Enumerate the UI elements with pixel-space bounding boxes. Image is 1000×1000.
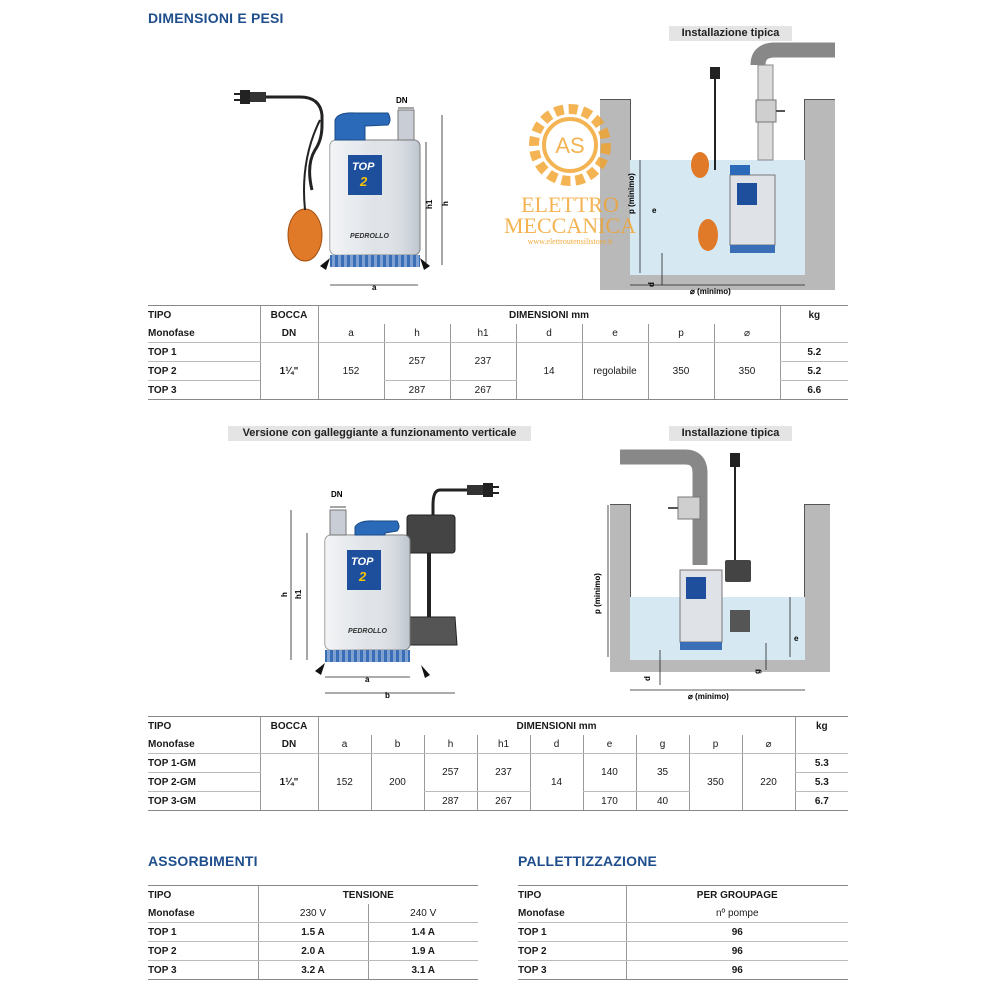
th-col-a-2: a	[318, 735, 371, 754]
row-kg: 6.7	[795, 792, 848, 811]
section-title-palletizing: PALLETTIZZAZIONE	[518, 853, 658, 869]
row-tipo: TOP 3	[148, 381, 260, 400]
cell-h-top-2: 257	[424, 754, 477, 792]
row-tipo: TOP 2-GM	[148, 773, 260, 792]
th-dn-2: DN	[260, 735, 318, 754]
dim-h1-2: h1	[294, 589, 303, 599]
table-row	[148, 754, 848, 773]
dim-e-2: e	[794, 634, 799, 643]
absorption-table	[148, 885, 478, 980]
pump-drawing-1	[230, 80, 470, 295]
pal-row-n: 96	[626, 961, 848, 980]
th-dn: DN	[260, 324, 318, 343]
table-row	[518, 961, 848, 980]
th-mono-2: Monofase	[148, 735, 260, 754]
abs-row-tipo: TOP 2	[148, 942, 258, 961]
th-pal-pompe: nº pompe	[626, 904, 848, 923]
row-tipo: TOP 1-GM	[148, 754, 260, 773]
dimensions-table-2	[148, 716, 848, 811]
cell-h-bottom: 287	[384, 381, 450, 400]
th-kg-2: kg	[795, 717, 848, 736]
install-drawing-2	[590, 445, 840, 710]
th-col-h-2: h	[424, 735, 477, 754]
dim-h: h	[441, 201, 450, 206]
cell-h-bottom-2: 287	[424, 792, 477, 811]
dim-g-2: g	[753, 669, 762, 674]
cell-h1-bottom-2: 267	[477, 792, 530, 811]
dim-b-2: b	[385, 691, 390, 700]
install-label-1: Installazione tipica	[669, 26, 792, 41]
cell-dn-2: 1¼"	[260, 754, 318, 811]
cell-dn: 1¼"	[260, 343, 318, 400]
cell-h1-top-2: 237	[477, 754, 530, 792]
th-dim: DIMENSIONI mm	[318, 306, 780, 325]
dim-d-1: d	[647, 282, 656, 287]
row-tipo: TOP 2	[148, 362, 260, 381]
palletizing-table	[518, 885, 848, 980]
th-pal-mono: Monofase	[518, 904, 626, 923]
cell-e-top-2: 140	[583, 754, 636, 792]
watermark-line1: ELETTRO	[521, 192, 619, 217]
section-title-dimensions: DIMENSIONI E PESI	[148, 10, 284, 26]
dim-p-1: p (minimo)	[627, 173, 636, 214]
row-kg: 5.3	[795, 773, 848, 792]
watermark	[495, 95, 645, 255]
dim-h-2: h	[280, 592, 289, 597]
dim-d-2: d	[643, 676, 652, 681]
cell-a: 152	[318, 343, 384, 400]
th-col-dia-2: ⌀	[742, 735, 795, 754]
pal-row-tipo: TOP 1	[518, 923, 626, 942]
row-kg: 5.2	[780, 362, 848, 381]
abs-row-240: 1.4 A	[368, 923, 478, 942]
table-row	[518, 923, 848, 942]
abs-row-240: 3.1 A	[368, 961, 478, 980]
table-row	[518, 942, 848, 961]
th-col-p-2: p	[689, 735, 742, 754]
table-row	[148, 942, 478, 961]
abs-row-230: 2.0 A	[258, 942, 368, 961]
dim-dn: DN	[396, 96, 408, 105]
th-abs-240: 240 V	[368, 904, 478, 923]
cell-h1-bottom: 267	[450, 381, 516, 400]
gear-icon	[520, 95, 620, 195]
abs-row-230: 1.5 A	[258, 923, 368, 942]
pedrollo-logo: PEDROLLO	[350, 233, 389, 240]
table-row	[148, 923, 478, 942]
dim-h1: h1	[425, 199, 434, 209]
th-col-b-2: b	[371, 735, 424, 754]
pal-row-n: 96	[626, 923, 848, 942]
abs-row-230: 3.2 A	[258, 961, 368, 980]
section-title-absorption: ASSORBIMENTI	[148, 853, 258, 869]
cell-a-2: 152	[318, 754, 371, 811]
model-number-2: 2	[359, 569, 367, 584]
abs-row-tipo: TOP 1	[148, 923, 258, 942]
th-dim-2: DIMENSIONI mm	[318, 717, 795, 736]
pump-drawing-2	[280, 475, 515, 700]
cell-h-top: 257	[384, 343, 450, 381]
th-abs-tensione: TENSIONE	[258, 886, 478, 905]
dimensions-table-1	[148, 305, 848, 400]
row-tipo: TOP 3-GM	[148, 792, 260, 811]
th-abs-tipo: TIPO	[148, 886, 258, 905]
cell-p: 350	[648, 343, 714, 400]
abs-row-240: 1.9 A	[368, 942, 478, 961]
pedrollo-logo-2: PEDROLLO	[348, 628, 387, 635]
dim-p-2: p (minimo)	[593, 573, 602, 614]
watermark-initials: AS	[555, 133, 585, 158]
cell-g-top-2: 35	[636, 754, 689, 792]
dim-min-1: ⌀ (minimo)	[690, 287, 731, 296]
th-tipo: TIPO	[148, 306, 260, 325]
brand-label: TOP	[352, 161, 375, 173]
abs-row-tipo: TOP 3	[148, 961, 258, 980]
version-label: Versione con galleggiante a funzionamento verticale	[228, 426, 531, 441]
dim-dn-2: DN	[331, 490, 343, 499]
install-label-2: Installazione tipica	[669, 426, 792, 441]
model-number: 2	[360, 174, 368, 189]
table-row	[148, 343, 848, 362]
cell-d-2: 14	[530, 754, 583, 811]
th-col-a: a	[318, 324, 384, 343]
th-col-h: h	[384, 324, 450, 343]
dim-a-2: a	[365, 675, 370, 684]
cell-p-2: 350	[689, 754, 742, 811]
row-tipo: TOP 1	[148, 343, 260, 362]
dim-e-1: e	[652, 206, 657, 215]
pal-row-tipo: TOP 3	[518, 961, 626, 980]
watermark-url: www.elettroutensilistore.it	[527, 237, 613, 246]
cell-g-bottom-2: 40	[636, 792, 689, 811]
th-tipo-2: TIPO	[148, 717, 260, 736]
th-col-dia: ⌀	[714, 324, 780, 343]
th-bocca-2: BOCCA	[260, 717, 318, 736]
th-col-d: d	[516, 324, 582, 343]
cell-e-bottom-2: 170	[583, 792, 636, 811]
th-col-h1: h1	[450, 324, 516, 343]
cell-d: 14	[516, 343, 582, 400]
cell-b-2: 200	[371, 754, 424, 811]
brand-label-2: TOP	[351, 556, 374, 568]
th-kg: kg	[780, 306, 848, 325]
th-col-e-2: e	[583, 735, 636, 754]
watermark-line2: MECCANICA	[503, 213, 636, 238]
cell-e: regolabile	[582, 343, 648, 400]
th-col-h1-2: h1	[477, 735, 530, 754]
th-pal-per: PER GROUPAGE	[626, 886, 848, 905]
th-col-p: p	[648, 324, 714, 343]
cell-h1-top: 237	[450, 343, 516, 381]
th-abs-mono: Monofase	[148, 904, 258, 923]
dim-min-2: ⌀ (minimo)	[688, 692, 729, 701]
table-row	[148, 961, 478, 980]
th-col-e: e	[582, 324, 648, 343]
th-pal-tipo: TIPO	[518, 886, 626, 905]
th-mono: Monofase	[148, 324, 260, 343]
row-kg: 5.3	[795, 754, 848, 773]
th-col-g-2: g	[636, 735, 689, 754]
row-kg: 6.6	[780, 381, 848, 400]
th-abs-230: 230 V	[258, 904, 368, 923]
cell-dia-2: 220	[742, 754, 795, 811]
th-bocca: BOCCA	[260, 306, 318, 325]
th-col-d-2: d	[530, 735, 583, 754]
dim-a: a	[372, 283, 377, 292]
row-kg: 5.2	[780, 343, 848, 362]
cell-dia: 350	[714, 343, 780, 400]
pal-row-tipo: TOP 2	[518, 942, 626, 961]
pal-row-n: 96	[626, 942, 848, 961]
